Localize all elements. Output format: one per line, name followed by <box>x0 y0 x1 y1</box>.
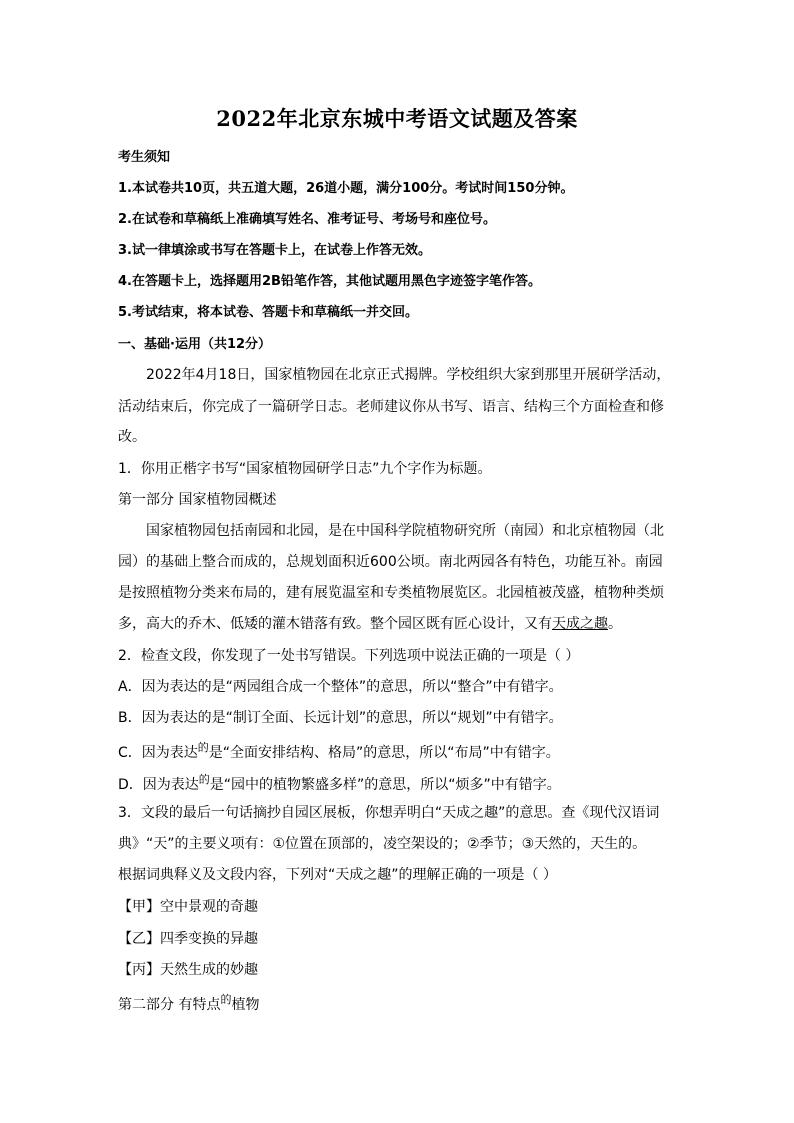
q2-option-d-sup: 的 <box>198 773 210 786</box>
question-1: 1．你用正楷字书写“国家植物园研学日志”九个字作为标题。 <box>118 461 492 477</box>
q2-option-d-pre: D．因为表达 <box>118 777 199 793</box>
q3-option-bing: 【丙】天然生成的妙趣 <box>118 962 258 978</box>
part2-title-sup: 的 <box>220 993 232 1006</box>
part1-title: 第一部分 国家植物园概述 <box>118 492 277 508</box>
part2-title-post: 植物 <box>231 997 260 1013</box>
notice-heading: 考生须知 <box>118 150 171 165</box>
notice-item-4: 4.在答题卡上，选择题用2B铅笔作答，其他试题用黑色字迹签字笔作答。 <box>118 274 541 289</box>
part2-title-pre: 第二部分 有特点 <box>118 997 221 1013</box>
intro-line-2: 活动结束后，你完成了一篇研学日志。老师建议你从书写、语言、结构三个方面检查和修 <box>118 399 664 415</box>
notice-item-3: 3.试一律填涂或书写在答题卡上，在试卷上作答无效。 <box>118 243 431 258</box>
q2-option-c-post: 是“全面安排结构、格局”的意思，所以“布局”中有错字。 <box>208 745 560 761</box>
q2-option-b: B．因为表达的是“制订全面、长远计划”的意思，所以“规划”中有错字。 <box>118 710 563 726</box>
notice-item-5: 5.考试结束，将本试卷、答题卡和草稿纸一并交回。 <box>118 305 418 320</box>
q2-option-c-pre: C．因为表达 <box>118 745 198 761</box>
para-line-4 <box>118 613 678 633</box>
q3-option-yi: 【乙】四季变换的异趣 <box>118 931 258 947</box>
part2-title <box>118 991 678 1014</box>
intro-line-1: 2022年4月18日，国家植物园在北京正式揭牌。学校组织大家到那里开展研学活动， <box>146 367 671 383</box>
question-3-line-1: 3．文段的最后一句话摘抄自园区展板，你想弄明白“天成之趣”的意思。查《现代汉语词 <box>118 805 660 821</box>
page-title: 2022年北京东城中考语文试题及答案 <box>216 106 578 131</box>
para-line-4-end: 。 <box>608 616 622 632</box>
notice-item-1: 1.本试卷共10页，共五道大题，26道小题，满分100分。考试时间150分钟。 <box>118 181 574 196</box>
question-3-line-2: 典》“天”的主要义项有：①位置在顶部的，凌空架设的；②季节；③天然的，天生的。 <box>118 836 647 852</box>
section-heading: 一、基础·运用（共12分） <box>118 337 272 352</box>
q2-option-c <box>118 739 678 762</box>
para-line-1: 国家植物园包括南园和北园，是在中国科学院植物研究所（南园）和北京植物园（北 <box>146 523 664 539</box>
q2-option-d-post: 是“园中的植物繁盛多样”的意思，所以“烦多”中有错字。 <box>209 777 561 793</box>
q3-option-jia: 【甲】空中景观的奇趣 <box>118 899 258 915</box>
para-line-3: 是按照植物分类来布局的，建有展览温室和专类植物展览区。北园植被茂盛，植物种类烦 <box>118 585 664 601</box>
para-line-4-text: 多，高大的乔木、低矮的灌木错落有致。整个园区既有匠心设计，又有 <box>118 616 552 632</box>
notice-item-2: 2.在试卷和草稿纸上准确填写姓名、准考证号、考场号和座位号。 <box>118 212 496 227</box>
question-2: 2．检查文段，你发现了一处书写错误。下列选项中说法正确的一项是（ ） <box>118 648 580 664</box>
q2-option-a: A．因为表达的是“两园组合成一个整体”的意思，所以“整合”中有错字。 <box>118 679 563 695</box>
q2-option-c-sup: 的 <box>197 741 209 754</box>
q2-option-d <box>118 771 678 794</box>
intro-line-3: 改。 <box>118 429 146 445</box>
underlined-phrase: 天成之趣 <box>552 616 608 632</box>
question-3-line-3: 根据词典释义及文段内容，下列对“天成之趣”的理解正确的一项是（ ） <box>118 867 557 883</box>
para-line-2: 园）的基础上整合而成的，总规划面积近600公顷。南北两园各有特色，功能互补。南园 <box>118 554 663 570</box>
